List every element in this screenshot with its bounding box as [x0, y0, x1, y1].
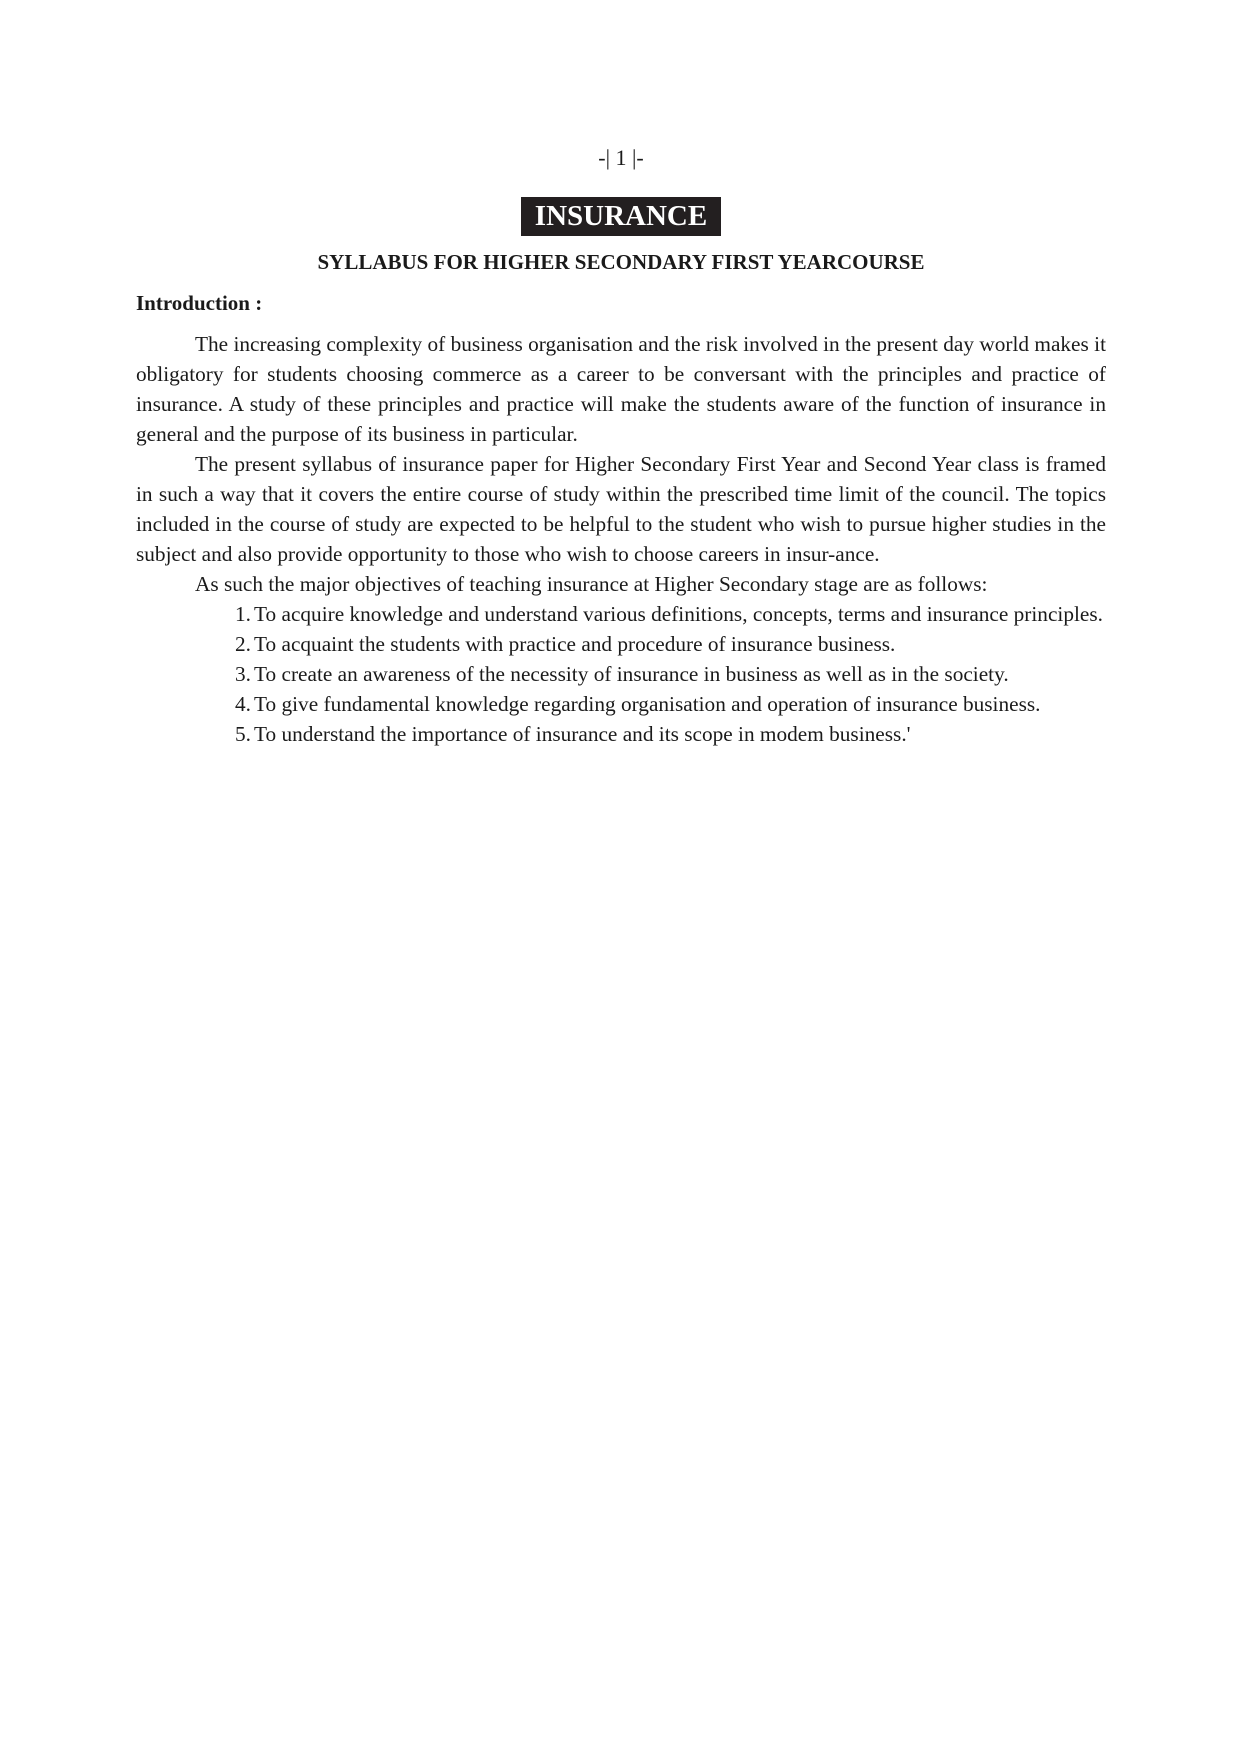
list-item	[235, 659, 1106, 689]
introduction-heading: Introduction :	[136, 291, 263, 315]
objectives-list	[136, 599, 1106, 749]
list-number: 2.	[235, 632, 251, 656]
paragraph: The present syllabus of insurance paper for Higher Secondary First Year and Second Year class is framed in such a way that it covers the entire course of study within the prescribed time limit of the council. The topics included in the course of study are expected to be helpful to the student who wish to pursue higher studies in the subject and also provide opportunity to those who wish to choose careers in insur-ance.	[136, 452, 1106, 566]
paragraph: The increasing complexity of business organisation and the risk involved in the present day world makes it obligatory for students choosing commerce as a career to be conversant with the principles and practice of insurance. A study of these principles and practice will make the students aware of the function of insurance in general and the purpose of its business in particular.	[136, 332, 1106, 446]
list-item-text: To acquaint the students with practice and procedure of insurance business.	[254, 632, 896, 656]
paragraph: As such the major objectives of teaching insurance at Higher Secondary stage are as follows:	[195, 572, 988, 596]
list-item	[235, 599, 1106, 629]
introduction-body	[136, 329, 1106, 749]
list-number: 4.	[235, 692, 251, 716]
list-number: 1.	[235, 602, 251, 626]
list-number: 3.	[235, 662, 251, 686]
list-item	[235, 689, 1106, 719]
list-item	[235, 719, 1106, 749]
list-item-text: To acquire knowledge and understand various definitions, concepts, terms and insurance principles.	[254, 602, 1103, 626]
list-item-text: To understand the importance of insurance and its scope in modem business.'	[254, 722, 911, 746]
title-banner	[136, 197, 1106, 236]
page-number: -| 1 |-	[598, 145, 644, 170]
page-title: INSURANCE	[521, 197, 721, 236]
list-item	[235, 629, 1106, 659]
list-item-text: To create an awareness of the necessity of insurance in business as well as in the society.	[254, 662, 1009, 686]
syllabus-subtitle: SYLLABUS FOR HIGHER SECONDARY FIRST YEARCOURSE	[317, 250, 925, 274]
list-number: 5.	[235, 722, 251, 746]
list-item-text: To give fundamental knowledge regarding organisation and operation of insurance business.	[254, 692, 1041, 716]
